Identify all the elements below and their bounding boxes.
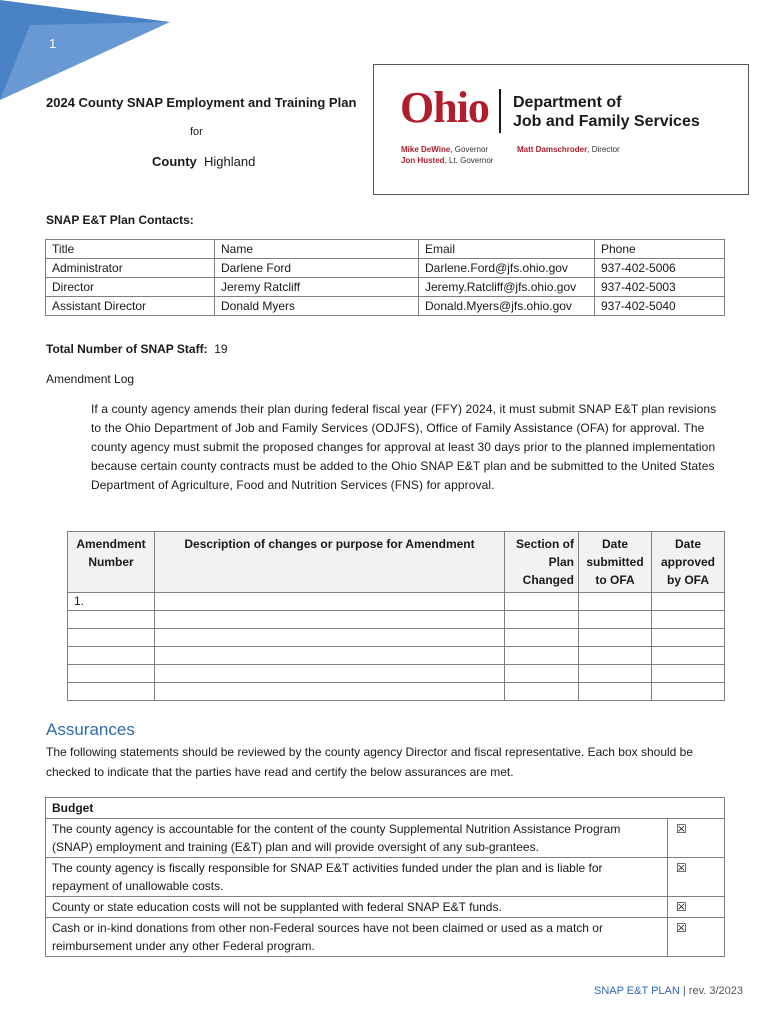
contacts-table: [45, 239, 725, 316]
department-name: [513, 93, 700, 131]
amendment-number[interactable]: [68, 647, 155, 665]
table-row: [68, 683, 725, 701]
contacts-heading: SNAP E&T Plan Contacts:: [46, 213, 194, 227]
column-header: Date approved by OFA: [652, 532, 725, 593]
table-row: [68, 611, 725, 629]
amendment-description[interactable]: [155, 683, 505, 701]
assurance-text: The county agency is accountable for the content of the county Supplemental Nutrition Assistance Program (SNAP) employment and training (E&T) plan and will provide oversight of any sub-grantees.: [46, 819, 668, 858]
assurance-row: [46, 918, 725, 957]
column-header: Section of Plan Changed: [505, 532, 579, 593]
amendment-header-row: [68, 532, 725, 593]
assurance-text: Cash or in-kind donations from other non-Federal sources have not been claimed or used as a match or reimbursement under any other Federal program.: [46, 918, 668, 957]
amendment-date-approved[interactable]: [652, 665, 725, 683]
amendment-date-approved[interactable]: [652, 629, 725, 647]
table-row: [46, 278, 725, 297]
county-name: Highland: [204, 154, 256, 169]
corner-triangle-decoration: [0, 0, 190, 100]
amendment-number[interactable]: [68, 683, 155, 701]
page-number: 1: [49, 36, 57, 51]
column-header: Email: [419, 240, 595, 259]
budget-assurances-table: [45, 797, 725, 957]
checked-checkbox[interactable]: ☒: [676, 822, 687, 836]
table-row: [46, 297, 725, 316]
department-line-2: Job and Family Services: [513, 113, 700, 130]
amendment-number[interactable]: [68, 665, 155, 683]
amendment-table: [67, 531, 725, 701]
budget-heading-row: [46, 798, 725, 819]
contact-phone: 937-402-5040: [595, 297, 725, 316]
amendment-number[interactable]: [68, 629, 155, 647]
assurance-row: [46, 819, 725, 858]
amendment-section[interactable]: [505, 629, 579, 647]
column-header: Title: [46, 240, 215, 259]
assurance-row: [46, 858, 725, 897]
checked-checkbox[interactable]: ☒: [676, 921, 687, 935]
checked-checkbox[interactable]: ☒: [676, 900, 687, 914]
amendment-log-label: Amendment Log: [46, 372, 135, 386]
governor-line: Mike DeWine, Governor: [401, 145, 489, 154]
assurance-text: County or state education costs will not be supplanted with federal SNAP E&T funds.: [46, 897, 668, 918]
amendment-date-approved[interactable]: [652, 683, 725, 701]
amendment-date-approved[interactable]: [652, 593, 725, 611]
contact-title: Administrator: [46, 259, 215, 278]
amendment-date-approved[interactable]: [652, 647, 725, 665]
amendment-date-submitted[interactable]: [579, 629, 652, 647]
amendment-date-submitted[interactable]: [579, 683, 652, 701]
contacts-header-row: [46, 240, 725, 259]
checked-checkbox[interactable]: ☒: [676, 861, 687, 875]
contact-title: Director: [46, 278, 215, 297]
amendment-section[interactable]: [505, 665, 579, 683]
column-header: Amendment Number: [68, 532, 155, 593]
table-row: [68, 593, 725, 611]
column-header: Phone: [595, 240, 725, 259]
column-header: Description of changes or purpose for Amendment: [155, 532, 505, 593]
footer-plan: SNAP E&T PLAN: [594, 985, 680, 997]
amendment-paragraph: If a county agency amends their plan during federal fiscal year (FFY) 2024, it must submit SNAP E&T plan revisions to the Ohio Department of Job and Family Services (ODJFS), Office of Family Assistance (OFA) for approval. The county agency must submit the proposed changes for approval at least 30 days prior to the planned implementation because certain county contracts must be added to the Ohio SNAP E&T plan and be submitted to the United States Department of Agriculture, Food and Nutrition Services (FNS) for approval.: [91, 402, 717, 492]
staff-count-line: [46, 342, 228, 356]
department-line-1: Department of: [513, 94, 622, 111]
contact-title: Assistant Director: [46, 297, 215, 316]
table-row: [46, 259, 725, 278]
staff-count-value: 19: [214, 342, 228, 356]
assurances-intro: The following statements should be reviewed by the county agency Director and fiscal representative. Each box should be checked to indicate that the parties have read and certify the below assurances are met.: [46, 745, 694, 779]
footer-separator: |: [682, 985, 686, 997]
amendment-description[interactable]: [155, 593, 505, 611]
amendment-number[interactable]: [68, 611, 155, 629]
amendment-section[interactable]: [505, 647, 579, 665]
column-header: Name: [215, 240, 419, 259]
contact-email[interactable]: Darlene.Ford@jfs.ohio.gov: [419, 259, 595, 278]
odjfs-logo: [373, 64, 749, 195]
contact-name: Donald Myers: [215, 297, 419, 316]
contact-email[interactable]: Donald.Myers@jfs.ohio.gov: [419, 297, 595, 316]
contact-name: Darlene Ford: [215, 259, 419, 278]
amendment-section[interactable]: [505, 593, 579, 611]
amendment-date-approved[interactable]: [652, 611, 725, 629]
table-row: [68, 665, 725, 683]
column-header: Date submitted to OFA: [579, 532, 652, 593]
amendment-date-submitted[interactable]: [579, 647, 652, 665]
assurances-heading: Assurances: [46, 720, 135, 739]
amendment-date-submitted[interactable]: [579, 665, 652, 683]
amendment-description[interactable]: [155, 629, 505, 647]
budget-heading: Budget: [46, 798, 725, 819]
contact-name: Jeremy Ratcliff: [215, 278, 419, 297]
amendment-section[interactable]: [505, 683, 579, 701]
amendment-description[interactable]: [155, 665, 505, 683]
ohio-wordmark: Ohio: [400, 83, 489, 132]
contact-email[interactable]: Jeremy.Ratcliff@jfs.ohio.gov: [419, 278, 595, 297]
amendment-date-submitted[interactable]: [579, 611, 652, 629]
title-for: for: [190, 126, 203, 138]
page-title: 2024 County SNAP Employment and Training Plan: [46, 95, 357, 110]
assurance-row: [46, 897, 725, 918]
table-row: [68, 629, 725, 647]
staff-count-label: Total Number of SNAP Staff:: [46, 342, 208, 356]
amendment-date-submitted[interactable]: [579, 593, 652, 611]
amendment-description[interactable]: [155, 611, 505, 629]
director-line: Matt Damschroder, Director: [517, 145, 620, 154]
amendment-number[interactable]: 1.: [68, 593, 155, 611]
county-label: County: [152, 154, 197, 169]
contact-phone: 937-402-5006: [595, 259, 725, 278]
footer-revision: rev. 3/2023: [688, 985, 744, 997]
lt-governor-line: Jon Husted, Lt. Governor: [401, 156, 494, 165]
contact-phone: 937-402-5003: [595, 278, 725, 297]
county-line: [152, 154, 255, 169]
amendment-description[interactable]: [155, 647, 505, 665]
logo-divider: [499, 89, 501, 133]
page-footer: [594, 985, 743, 997]
assurance-text: The county agency is fiscally responsible for SNAP E&T activities funded under the plan and is liable for repayment of unallowable costs.: [46, 858, 668, 897]
amendment-section[interactable]: [505, 611, 579, 629]
table-row: [68, 647, 725, 665]
